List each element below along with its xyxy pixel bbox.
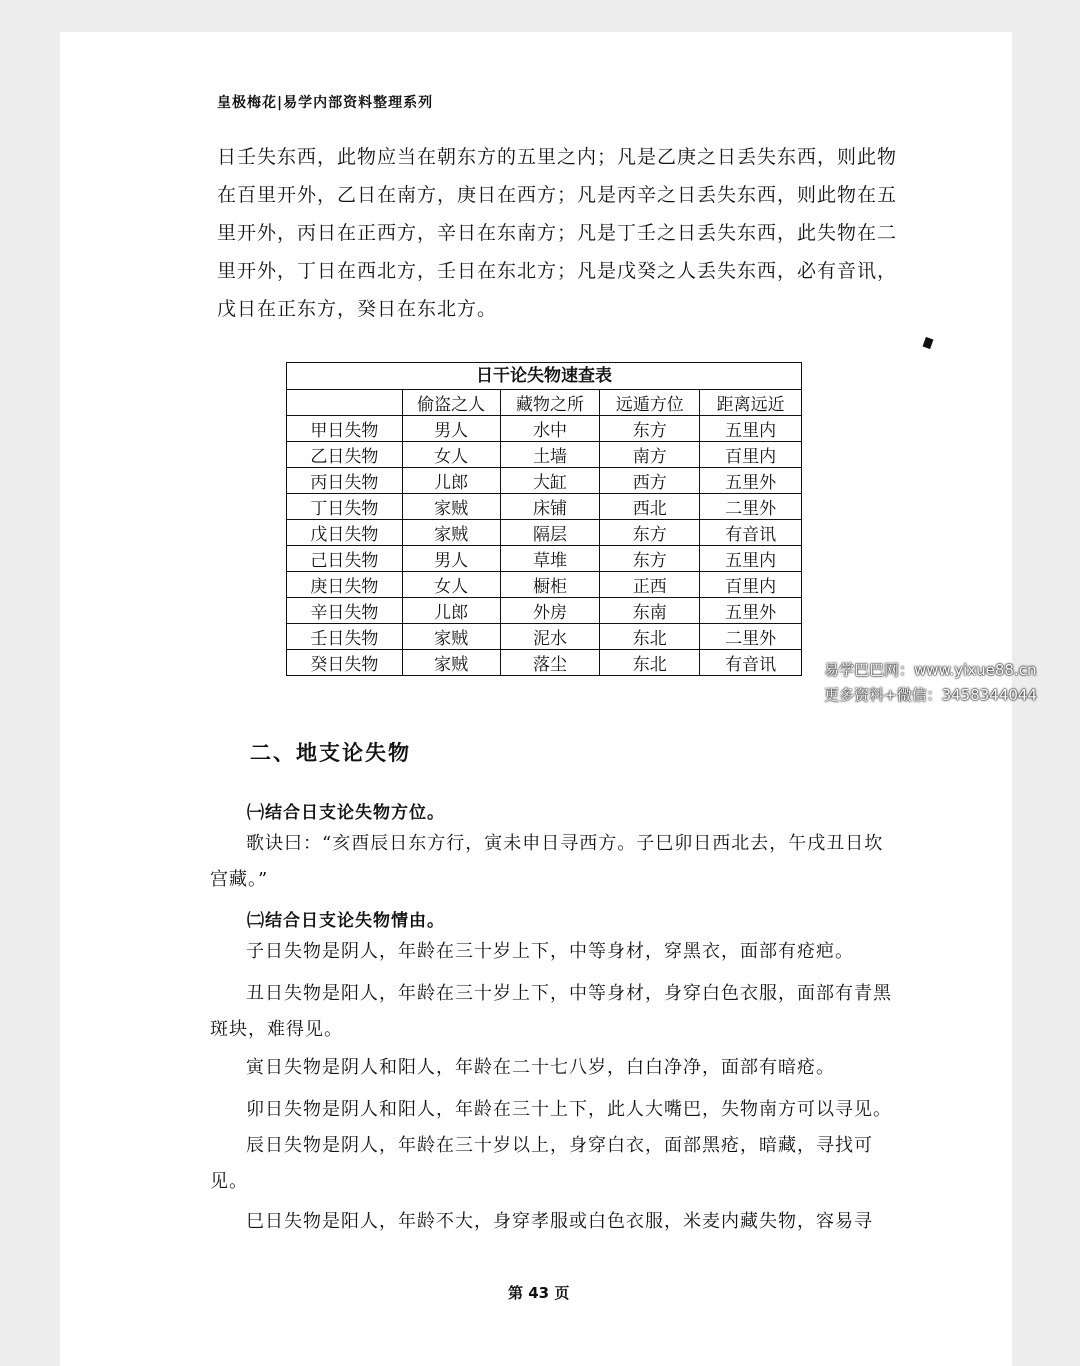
table-cell: 乙日失物 bbox=[287, 442, 403, 468]
table-cell: 癸日失物 bbox=[287, 650, 403, 676]
table-cell: 南方 bbox=[600, 442, 700, 468]
table-cell: 有音讯 bbox=[700, 650, 802, 676]
subheading-circumstance: ㈡结合日支论失物情由。 bbox=[247, 911, 445, 931]
watermark-line: 更多资料+微信：3458344044 bbox=[824, 686, 1038, 704]
table-row bbox=[287, 442, 802, 468]
table-row bbox=[287, 624, 802, 650]
table-cell: 家贼 bbox=[402, 520, 500, 546]
lookup-table bbox=[286, 362, 802, 676]
table-row bbox=[287, 494, 802, 520]
table-cell: 二里外 bbox=[700, 494, 802, 520]
table-cell: 东北 bbox=[600, 650, 700, 676]
table-cell: 庚日失物 bbox=[287, 572, 403, 598]
table-cell: 五里外 bbox=[700, 468, 802, 494]
table-cell: 土墙 bbox=[500, 442, 600, 468]
table-cell: 百里内 bbox=[700, 572, 802, 598]
table-cell: 泥水 bbox=[500, 624, 600, 650]
paragraph-zi-day: 子日失物是阴人，年龄在三十岁上下，中等身材，穿黑衣，面部有疮疤。 bbox=[246, 941, 854, 962]
table-cell: 男人 bbox=[402, 546, 500, 572]
table-cell: 儿郎 bbox=[402, 468, 500, 494]
table-cell: 五里内 bbox=[700, 546, 802, 572]
table-cell: 甲日失物 bbox=[287, 416, 403, 442]
table-cell: 外房 bbox=[500, 598, 600, 624]
table-row bbox=[287, 520, 802, 546]
table-cell: 东方 bbox=[600, 520, 700, 546]
table-header-row bbox=[287, 390, 802, 416]
table-cell: 男人 bbox=[402, 416, 500, 442]
column-header: 距离远近 bbox=[700, 390, 802, 416]
paragraph-chou-day: 丑日失物是阳人，年龄在三十岁上下，中等身材，身穿白色衣服，面部有青黑斑块，难得见。 bbox=[210, 983, 892, 1040]
table-cell: 床铺 bbox=[500, 494, 600, 520]
table-cell: 女人 bbox=[402, 442, 500, 468]
table-cell: 己日失物 bbox=[287, 546, 403, 572]
table-cell: 草堆 bbox=[500, 546, 600, 572]
table-row bbox=[287, 598, 802, 624]
section-title: 二、地支论失物 bbox=[250, 741, 411, 765]
column-header: 偷盗之人 bbox=[402, 390, 500, 416]
table-row bbox=[287, 468, 802, 494]
table-cell: 东方 bbox=[600, 546, 700, 572]
table-cell: 东南 bbox=[600, 598, 700, 624]
table-cell: 隔层 bbox=[500, 520, 600, 546]
table-row bbox=[287, 572, 802, 598]
table-cell: 落尘 bbox=[500, 650, 600, 676]
column-header: 远遁方位 bbox=[600, 390, 700, 416]
table-row bbox=[287, 546, 802, 572]
paragraph-mao-day: 卯日失物是阴人和阳人，年龄在三十上下，此人大嘴巴，失物南方可以寻见。 bbox=[246, 1099, 892, 1120]
table-cell: 女人 bbox=[402, 572, 500, 598]
paragraph-si-day: 巳日失物是阳人，年龄不大，身穿孝服或白色衣服，米麦内藏失物，容易寻 bbox=[246, 1211, 873, 1232]
column-header bbox=[287, 390, 403, 416]
table-cell: 家贼 bbox=[402, 650, 500, 676]
paragraph-chen-day: 辰日失物是阴人，年龄在三十岁以上，身穿白衣，面部黑疮，暗藏，寻找可见。 bbox=[210, 1135, 873, 1192]
table-cell: 西方 bbox=[600, 468, 700, 494]
page-header: 皇极梅花|易学内部资料整理系列 bbox=[217, 95, 434, 111]
subheading-direction: ㈠结合日支论失物方位。 bbox=[247, 803, 445, 823]
table-cell: 百里内 bbox=[700, 442, 802, 468]
column-header: 藏物之所 bbox=[500, 390, 600, 416]
watermark-line: 易学巴巴网：www.yixue88.cn bbox=[824, 661, 1037, 679]
table-cell: 丙日失物 bbox=[287, 468, 403, 494]
table-cell: 西北 bbox=[600, 494, 700, 520]
table-cell: 五里内 bbox=[700, 416, 802, 442]
table-cell: 正西 bbox=[600, 572, 700, 598]
table-cell: 五里外 bbox=[700, 598, 802, 624]
page-number: 第 43 页 bbox=[508, 1284, 570, 1302]
table-cell: 有音讯 bbox=[700, 520, 802, 546]
watermark bbox=[824, 658, 1037, 708]
table-cell: 东北 bbox=[600, 624, 700, 650]
table-cell: 二里外 bbox=[700, 624, 802, 650]
table-cell: 家贼 bbox=[402, 494, 500, 520]
table-cell: 东方 bbox=[600, 416, 700, 442]
table-cell: 大缸 bbox=[500, 468, 600, 494]
table-cell: 儿郎 bbox=[402, 598, 500, 624]
scan-speck bbox=[923, 337, 934, 349]
song-paragraph: 歌诀曰：“亥酉辰日东方行，寅未申日寻西方。子巳卯日西北去，午戌丑日坎宫藏。” bbox=[210, 833, 884, 890]
table-cell: 戊日失物 bbox=[287, 520, 403, 546]
table-title: 日干论失物速查表 bbox=[286, 362, 802, 389]
table-cell: 辛日失物 bbox=[287, 598, 403, 624]
paragraph-yin-day: 寅日失物是阴人和阳人，年龄在二十七八岁，白白净净，面部有暗疮。 bbox=[246, 1057, 835, 1078]
table-row bbox=[287, 650, 802, 676]
table-cell: 壬日失物 bbox=[287, 624, 403, 650]
table-row bbox=[287, 416, 802, 442]
table-cell: 家贼 bbox=[402, 624, 500, 650]
table-cell: 水中 bbox=[500, 416, 600, 442]
table-cell: 橱柜 bbox=[500, 572, 600, 598]
table-cell: 丁日失物 bbox=[287, 494, 403, 520]
intro-paragraph: 日壬失东西，此物应当在朝东方的五里之内；凡是乙庚之日丢失东西，则此物在百里开外，乙日在南方，庚日在西方；凡是丙辛之日丢失东西，则此物在五里开外，丙日在正西方，辛日在东南方；凡是丁壬之日丢失东西，此失物在二里开外，丁日在西北方，壬日在东北方；凡是戊癸之人丢失东西，必有音讯，戊日在正东方，癸日在东北方。 bbox=[217, 146, 898, 320]
